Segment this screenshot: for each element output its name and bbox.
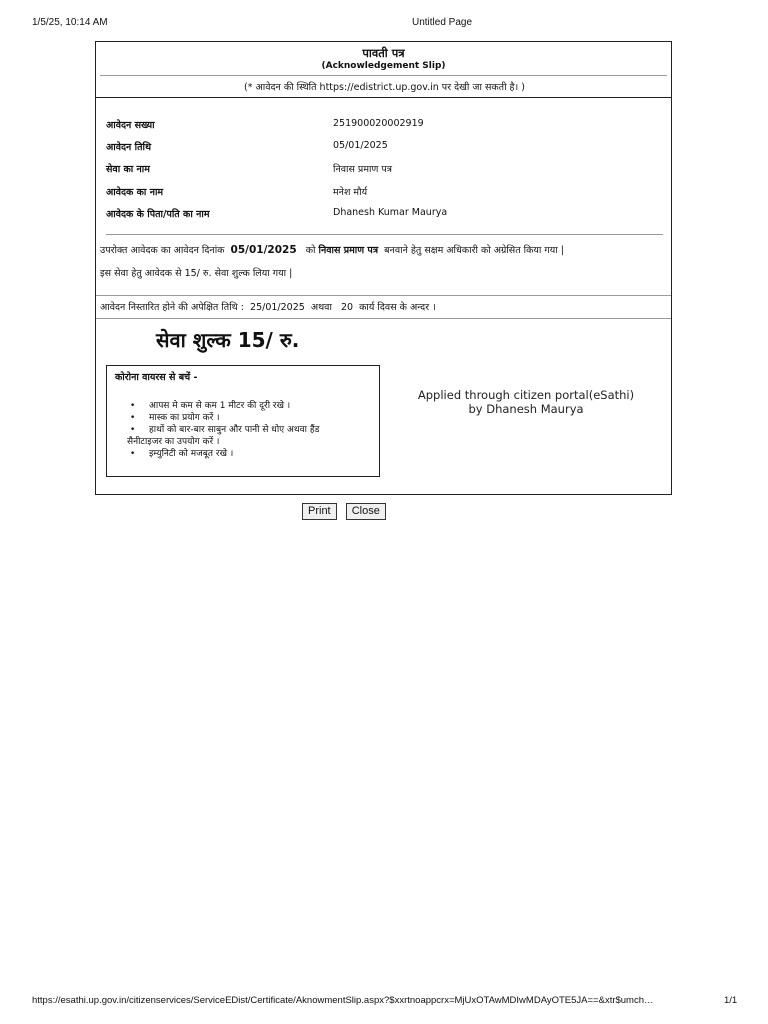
detail-value: 05/01/2025: [333, 140, 388, 151]
print-button[interactable]: Print: [302, 503, 337, 520]
header-divider: [96, 97, 671, 98]
detail-label: आवेदन तिथि: [106, 142, 152, 153]
expected-date: 25/01/2025: [250, 302, 305, 313]
fee-statement: इस सेवा हेतु आवेदक से 15/ रु. सेवा शुल्क लिया गया |: [100, 268, 293, 279]
forward-text-2: को: [305, 245, 316, 256]
acknowledgement-slip: [95, 41, 672, 495]
status-note: (* आवेदन की स्थिति https://edistrict.up.gov.in पर देखी जा सकती है। ): [244, 82, 525, 93]
forward-statement: [100, 243, 564, 256]
list-item-text: हाथों को बार-बार साबुन और पानी से धोए अथवा हैंड: [149, 425, 320, 435]
slip-title-english: (Acknowledgement Slip): [321, 61, 446, 71]
slip-title-hindi: पावती पत्र: [362, 46, 405, 60]
expected-text-1: आवेदन निस्तारित होने की अपेक्षित तिथि :: [100, 302, 244, 313]
page-number: 1/1: [724, 995, 738, 1006]
detail-applicant-name: [106, 185, 646, 201]
close-button[interactable]: Close: [346, 503, 386, 520]
portal-note-line-2: by Dhanesh Maurya: [468, 402, 584, 416]
corona-list: [107, 400, 377, 460]
detail-label: आवेदक के पिता/पति का नाम: [106, 209, 210, 220]
expected-divider: [96, 318, 671, 319]
print-page-title: Untitled Page: [411, 17, 473, 28]
bullet-icon: •: [130, 401, 136, 411]
page-url: https://esathi.up.gov.in/citizenservices/ServiceEDist/Certificate/AknowmentSlip.aspx?$xxrtnoappcrx=MjUxOTAwMDIwMDAyOTE5JA==&xtr$umch…: [32, 995, 654, 1006]
list-item: [107, 448, 377, 460]
corona-title: कोरोना वायरस से बचें -: [115, 372, 198, 383]
list-item-text-continued: सैनीटाइजर का उपयोग करें ।: [127, 437, 220, 447]
detail-application-number: [106, 118, 646, 134]
detail-value: मनेश मौर्य: [333, 187, 368, 198]
portal-note: [386, 388, 666, 416]
expected-days: 20: [340, 302, 354, 313]
detail-label: आवेदन सख्या: [106, 120, 155, 131]
expected-text-2: अथवा: [310, 302, 332, 313]
title-divider: [100, 75, 667, 76]
list-item-text: मास्क का प्रयोग करें ।: [149, 413, 220, 423]
forward-text-3: बनवाने हेतु सक्षम अधिकारी को अग्रेसित किया गया |: [384, 245, 564, 256]
expected-date-statement: [100, 300, 436, 313]
bullet-icon: •: [130, 413, 136, 423]
portal-note-line-1: Applied through citizen portal(eSathi): [417, 388, 635, 402]
print-datetime: 1/5/25, 10:14 AM: [32, 17, 108, 28]
corona-advisory: [106, 365, 380, 477]
list-item-text: इम्युनिटी को मजबूत रखे ।: [149, 449, 234, 459]
bullet-icon: •: [130, 449, 136, 459]
bullet-icon: •: [130, 425, 136, 435]
list-item: [107, 400, 377, 412]
detail-label: सेवा का नाम: [106, 164, 150, 175]
detail-label: आवेदक का नाम: [106, 187, 164, 198]
list-item: [107, 412, 377, 424]
forward-service: निवास प्रमाण पत्र: [318, 245, 379, 256]
detail-value: Dhanesh Kumar Maurya: [333, 207, 448, 218]
action-buttons: [302, 499, 390, 520]
print-header: [0, 17, 768, 31]
detail-application-date: [106, 140, 646, 156]
list-item: [107, 424, 377, 448]
fee-divider: [96, 295, 671, 296]
expected-text-3: कार्य दिवस के अन्दर ।: [359, 302, 436, 313]
forward-text-1: उपरोक्त आवेदक का आवेदन दिनांक: [100, 245, 225, 256]
detail-service-name: [106, 162, 646, 178]
fee-heading: सेवा शुल्क 15/ रु.: [156, 328, 300, 352]
forward-date: 05/01/2025: [230, 244, 297, 256]
slip-title: [96, 42, 671, 72]
detail-father-name: [106, 207, 646, 223]
detail-value: 251900020002919: [333, 118, 424, 129]
list-item-text: आपस मे कम से कम 1 मीटर की दूरी रखे ।: [149, 401, 291, 411]
details-divider: [106, 234, 663, 235]
detail-value: निवास प्रमाण पत्र: [333, 164, 392, 175]
